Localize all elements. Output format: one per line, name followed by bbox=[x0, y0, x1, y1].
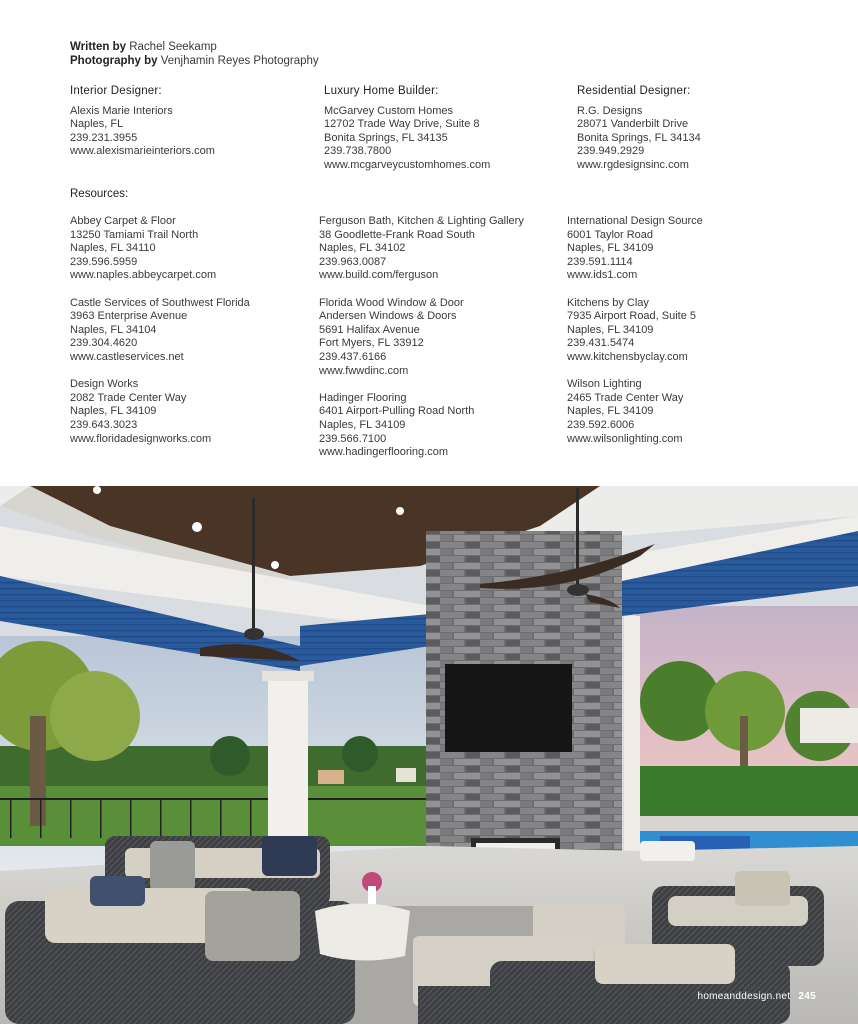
resource-entry bbox=[70, 378, 250, 446]
resource-line: Castle Services of Southwest Florida bbox=[70, 296, 250, 309]
professional-heading: Residential Designer: bbox=[577, 85, 691, 97]
resource-line: 239.591.1114 bbox=[567, 255, 633, 268]
professional-line: www.rgdesignsinc.com bbox=[577, 158, 689, 171]
resources-column bbox=[567, 215, 703, 460]
resource-line: Florida Wood Window & Door bbox=[319, 296, 464, 309]
resource-line: Naples, FL 34109 bbox=[319, 418, 406, 431]
resource-line: Design Works bbox=[70, 378, 139, 391]
article-credits bbox=[70, 40, 319, 68]
professional-line: 239.949.2929 bbox=[577, 145, 645, 158]
resource-line: Naples, FL 34109 bbox=[567, 323, 654, 336]
resources-heading: Resources: bbox=[70, 188, 129, 200]
resource-line: Naples, FL 34109 bbox=[70, 405, 157, 418]
resource-line: Naples, FL 34104 bbox=[70, 323, 157, 336]
resource-entry bbox=[70, 297, 250, 365]
resource-line: Wilson Lighting bbox=[567, 378, 642, 391]
resource-line: 38 Goodlette-Frank Road South bbox=[319, 228, 475, 241]
resource-entry bbox=[319, 297, 524, 379]
professional-heading: Interior Designer: bbox=[70, 85, 162, 97]
professional-line: Bonita Springs, FL 34135 bbox=[324, 131, 448, 144]
page-footer bbox=[697, 991, 816, 1002]
resource-entry bbox=[567, 378, 703, 446]
resource-line: Naples, FL 34109 bbox=[567, 242, 654, 255]
resource-line: 2465 Trade Center Way bbox=[567, 391, 684, 404]
resource-line: 13250 Tamiami Trail North bbox=[70, 228, 199, 241]
resource-line: 239.963.0087 bbox=[319, 255, 387, 268]
professional-column bbox=[70, 85, 215, 159]
page-number: 245 bbox=[798, 991, 816, 1002]
resource-line: Abbey Carpet & Floor bbox=[70, 215, 176, 227]
resource-line: 239.596.5959 bbox=[70, 255, 138, 268]
resource-line: www.hadingerflooring.com bbox=[319, 446, 449, 459]
written-by-line bbox=[70, 40, 319, 54]
professional-line: www.mcgarveycustomhomes.com bbox=[324, 158, 491, 171]
resource-line: Naples, FL 34109 bbox=[567, 405, 654, 418]
professional-column bbox=[324, 85, 490, 173]
written-by-label: Written by bbox=[70, 41, 127, 53]
resource-line: 239.437.6166 bbox=[319, 350, 387, 363]
resource-line: 239.643.3023 bbox=[70, 418, 138, 431]
resource-line: 239.304.4620 bbox=[70, 337, 138, 350]
professional-column bbox=[577, 85, 701, 173]
resource-line: 6001 Taylor Road bbox=[567, 228, 654, 241]
professional-line: R.G. Designs bbox=[577, 104, 643, 117]
professional-line: Bonita Springs, FL 34134 bbox=[577, 131, 701, 144]
resource-line: www.naples.abbeycarpet.com bbox=[70, 269, 217, 282]
resource-entry bbox=[319, 215, 524, 283]
author-name: Rachel Seekamp bbox=[129, 41, 217, 53]
professional-line: Naples, FL bbox=[70, 118, 124, 131]
outdoor-living-illustration bbox=[0, 486, 858, 1024]
resources-column bbox=[319, 215, 524, 473]
resource-line: www.fwwdinc.com bbox=[319, 364, 409, 377]
resource-line: Hadinger Flooring bbox=[319, 391, 407, 404]
photography-by-label: Photography by bbox=[70, 55, 158, 67]
resource-line: www.build.com/ferguson bbox=[319, 269, 439, 282]
professional-line: Alexis Marie Interiors bbox=[70, 104, 173, 117]
resource-line: Ferguson Bath, Kitchen & Lighting Gallery bbox=[319, 215, 524, 227]
resource-line: www.ids1.com bbox=[567, 269, 638, 282]
resource-line: 3963 Enterprise Avenue bbox=[70, 310, 188, 323]
footer-website: homeanddesign.net bbox=[697, 991, 791, 1002]
professional-line: 239.738.7800 bbox=[324, 145, 392, 158]
resource-line: Andersen Windows & Doors bbox=[319, 310, 457, 323]
resource-line: 2082 Trade Center Way bbox=[70, 391, 187, 404]
professional-line: www.alexismarieinteriors.com bbox=[70, 145, 215, 158]
professional-line: McGarvey Custom Homes bbox=[324, 104, 453, 117]
resource-line: 239.592.6006 bbox=[567, 418, 635, 431]
professional-line: 12702 Trade Way Drive, Suite 8 bbox=[324, 118, 480, 131]
resource-entry bbox=[567, 297, 703, 365]
resource-line: International Design Source bbox=[567, 215, 703, 227]
outdoor-living-photo bbox=[0, 486, 858, 1024]
resource-entry bbox=[70, 215, 250, 283]
resource-entry bbox=[567, 215, 703, 283]
resource-line: 7935 Airport Road, Suite 5 bbox=[567, 310, 697, 323]
resource-line: www.wilsonlighting.com bbox=[567, 432, 683, 445]
resources-column bbox=[70, 215, 250, 460]
resource-line: www.kitchensbyclay.com bbox=[567, 350, 688, 363]
resource-line: Fort Myers, FL 33912 bbox=[319, 337, 424, 350]
resource-line: Naples, FL 34110 bbox=[70, 242, 156, 255]
resource-line: 6401 Airport-Pulling Road North bbox=[319, 405, 475, 418]
resource-line: www.floridadesignworks.com bbox=[70, 432, 212, 445]
resource-line: Kitchens by Clay bbox=[567, 296, 649, 309]
professional-line: 239.231.3955 bbox=[70, 131, 138, 144]
resource-line: www.castleservices.net bbox=[70, 350, 184, 363]
professional-heading: Luxury Home Builder: bbox=[324, 85, 439, 97]
photography-by-line bbox=[70, 54, 319, 68]
photographer-name: Venjhamin Reyes Photography bbox=[160, 55, 319, 67]
resource-line: 5691 Halifax Avenue bbox=[319, 323, 420, 336]
resource-line: 239.566.7100 bbox=[319, 432, 387, 445]
professional-line: 28071 Vanderbilt Drive bbox=[577, 118, 689, 131]
resource-line: Naples, FL 34102 bbox=[319, 242, 406, 255]
resource-line: 239.431.5474 bbox=[567, 337, 635, 350]
resource-entry bbox=[319, 392, 524, 460]
